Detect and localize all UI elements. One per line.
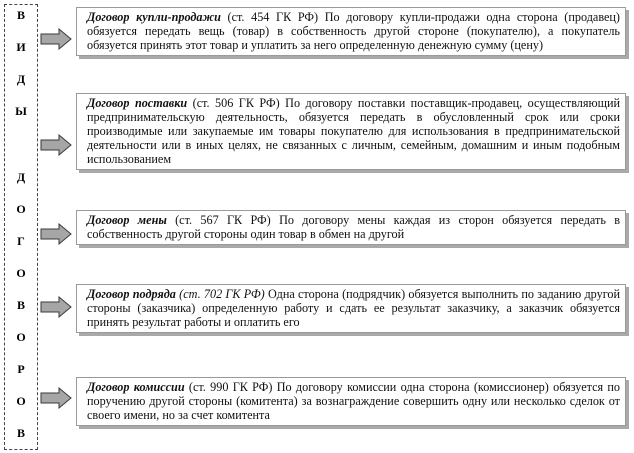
side-letter: О [16, 202, 26, 216]
card-commission-contract [76, 377, 626, 426]
card-contract-work [76, 284, 626, 333]
card-title: Договор поставки [87, 96, 188, 110]
arrow-right-icon [40, 28, 72, 50]
card-title: Договор комиссии [87, 380, 185, 394]
card-text: По договору комиссии одна сторона (комиссионер) обязуется по поручению другой стороны (комитента) за вознаграждение совершить одну или несколько сделок от своего имени, но за счет комитента [87, 380, 621, 422]
card-sale-contract [76, 7, 626, 56]
card-text: По договору мены каждая из сторон обязуется передать в собственность другой стороны один товар в обмен на другой [87, 213, 620, 241]
card-body [87, 287, 620, 329]
side-letter: И [16, 40, 26, 54]
side-letter: О [16, 330, 26, 344]
side-letter: Д [16, 72, 26, 86]
card-body [87, 10, 620, 52]
card-text: По договору купли-продажи одна сторона (продавец) обязуется передать вещь (товар) в собственность другой стороне (покупателю), а покупатель обязуется принять этот товар и уплатить за него определенную денежную сумму (цену) [87, 10, 620, 52]
contract-types-label [4, 4, 38, 450]
card-supply-contract [76, 93, 626, 170]
card-body [87, 213, 620, 241]
arrow-right-icon [40, 296, 72, 318]
side-letter: В [16, 8, 25, 22]
card-text: По договору поставки поставщик-продавец, осуществляющий предпринимательскую деятельность, обязуется передать в обусловленный срок или сроки производимые или закупаемые им товары покупателю для использования в предпринимательской деятельности или в иных целях, не связанных с личным, семейным, домашним и иным подобным использованием [87, 96, 621, 166]
card-body [87, 380, 620, 422]
side-letter: Ы [15, 104, 27, 118]
side-letter: Р [17, 362, 25, 376]
arrow-right-icon [40, 387, 72, 409]
card-title: Договор купли-продажи [87, 10, 221, 24]
card-reference: (ст. 506 ГК РФ) [187, 96, 280, 110]
arrow-right-icon [40, 134, 72, 156]
card-reference: (ст. 990 ГК РФ) [184, 380, 273, 394]
arrow-right-icon [40, 223, 72, 245]
card-title: Договор подряда [87, 287, 176, 301]
card-title: Договор мены [87, 213, 167, 227]
side-letter: Д [16, 170, 26, 184]
card-text: Одна сторона (подрядчик) обязуется выполнить по заданию другой стороны (заказчика) определенную работу и сдать ее результат заказчику, а заказчик обязуется принять результат работы и оплатить его [87, 287, 621, 329]
card-exchange-contract [76, 210, 626, 245]
side-letter: В [16, 298, 25, 312]
side-letter: О [16, 394, 26, 408]
card-reference: (ст. 454 ГК РФ) [220, 10, 319, 24]
side-letter: Г [17, 234, 25, 248]
card-body [87, 96, 620, 166]
side-letter: О [16, 266, 26, 280]
card-reference: (ст. 702 ГК РФ) [175, 287, 265, 301]
side-letter: В [16, 426, 25, 440]
card-reference: (ст. 567 ГК РФ) [166, 213, 271, 227]
